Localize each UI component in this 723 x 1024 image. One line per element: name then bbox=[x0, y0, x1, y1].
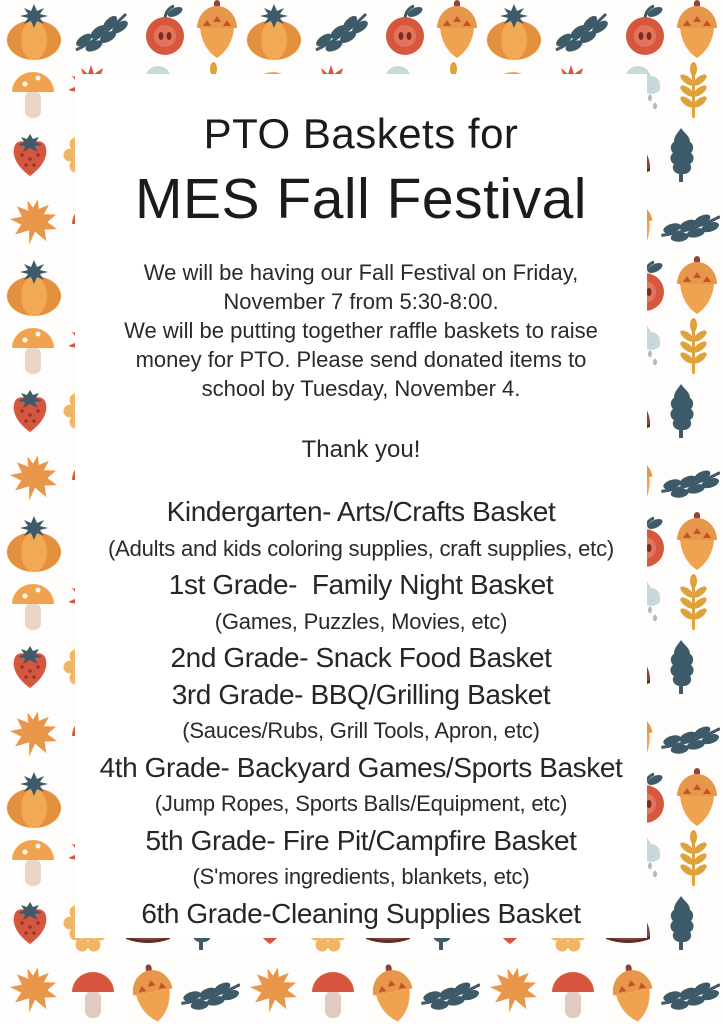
intro-line: November 7 from 5:30-8:00. bbox=[223, 289, 499, 314]
basket-grade-kindergarten: Kindergarten- Arts/Crafts Basket bbox=[166, 496, 556, 527]
basket-detail-4th: (Jump Ropes, Sports Balls/Equipment, etc) bbox=[154, 791, 568, 816]
intro-line: school by Tuesday, November 4. bbox=[201, 376, 521, 401]
basket-detail-1st: (Games, Puzzles, Movies, etc) bbox=[214, 608, 508, 634]
basket-detail-5th: (S'mores ingredients, blankets, etc) bbox=[192, 864, 530, 889]
flyer-subtitle: PTO Baskets for bbox=[203, 110, 519, 157]
intro-line: We will be putting together raffle baskets to raise bbox=[124, 318, 598, 343]
basket-grade-4th: 4th Grade- Backyard Games/Sports Basket bbox=[99, 751, 623, 783]
basket-grade-1st: 1st Grade- Family Night Basket bbox=[168, 569, 554, 600]
thank-you-text: Thank you! bbox=[301, 436, 421, 463]
basket-grade-6th: 6th Grade-Cleaning Supplies Basket bbox=[141, 897, 581, 929]
intro-paragraph bbox=[75, 258, 647, 403]
intro-line: money for PTO. Please send donated items to bbox=[135, 347, 587, 372]
content-panel bbox=[75, 74, 647, 938]
basket-detail-3rd: (Sauces/Rubs, Grill Tools, Apron, etc) bbox=[182, 718, 540, 743]
basket-grade-3rd: 3rd Grade- BBQ/Grilling Basket bbox=[171, 678, 551, 710]
basket-detail-kindergarten: (Adults and kids coloring supplies, craft supplies, etc) bbox=[107, 535, 615, 561]
intro-line: We will be having our Fall Festival on Friday, bbox=[143, 260, 579, 285]
basket-grade-2nd: 2nd Grade- Snack Food Basket bbox=[170, 642, 552, 673]
flyer-title: MES Fall Festival bbox=[135, 167, 587, 231]
basket-grade-5th: 5th Grade- Fire Pit/Campfire Basket bbox=[145, 824, 577, 856]
basket-list bbox=[75, 494, 647, 932]
